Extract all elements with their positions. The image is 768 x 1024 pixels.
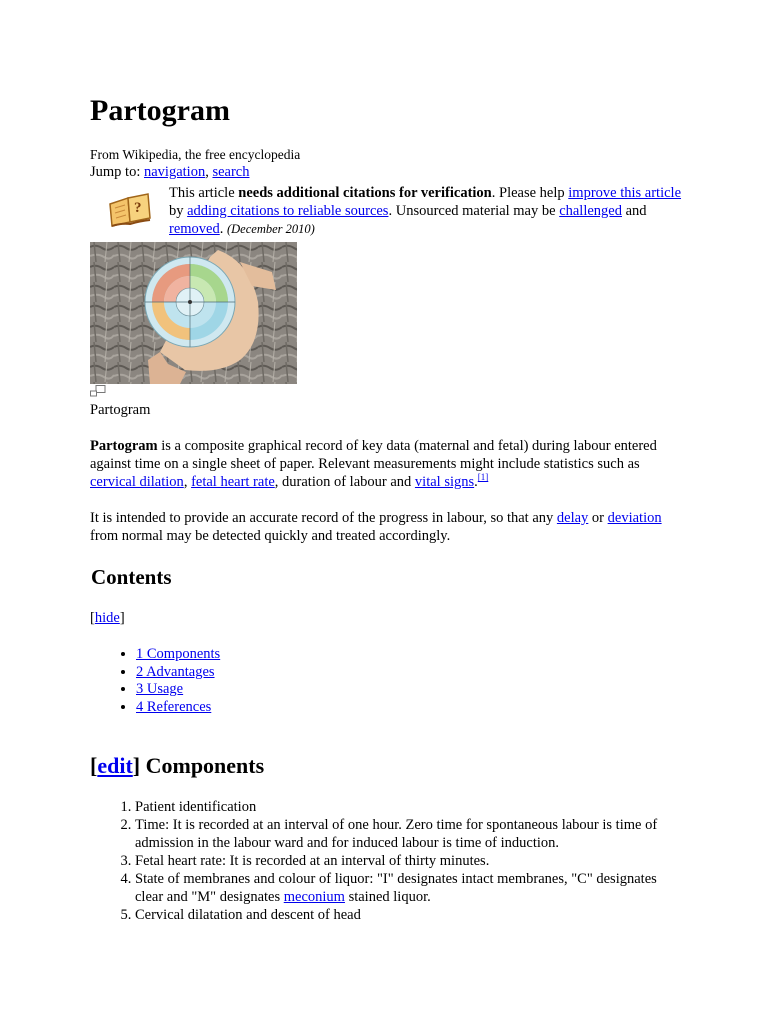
item4-text-1: State of membranes and colour of liquor: "I" designates intact membranes, "C" designates clear and "M" designates bbox=[135, 871, 657, 905]
notice-text-6: . bbox=[219, 221, 227, 237]
toc-title: Contents bbox=[91, 565, 172, 589]
page-title: Partogram bbox=[90, 94, 230, 127]
challenged-link[interactable]: challenged bbox=[559, 203, 622, 219]
deviation-link[interactable]: deviation bbox=[607, 510, 662, 526]
jump-separator: , bbox=[205, 164, 209, 180]
cervical-dilation-link[interactable]: cervical dilation bbox=[90, 474, 184, 490]
edit-bracket-open: [ bbox=[90, 753, 98, 778]
notice-text-1: This article bbox=[169, 185, 239, 201]
components-list bbox=[90, 798, 684, 924]
jump-label: Jump to: bbox=[90, 164, 141, 180]
jump-to bbox=[90, 163, 249, 181]
list-item: 2. Time: It is recorded at an interval of one hour. Zero time for spontaneous labour is time of admission in the labour ward and for induced labour is time of induction. bbox=[135, 816, 684, 852]
notice-text-4: . Unsourced material may be bbox=[388, 203, 560, 219]
image-caption: Partogram bbox=[90, 402, 151, 418]
toc-item bbox=[136, 698, 220, 716]
meconium-link[interactable]: meconium bbox=[283, 889, 345, 905]
toc-list bbox=[90, 645, 220, 716]
toc-bracket-close: ] bbox=[119, 610, 125, 626]
notice-text-5: and bbox=[622, 203, 647, 219]
magnify-icon[interactable] bbox=[90, 384, 106, 396]
toc-bracket-open: [ bbox=[90, 610, 95, 626]
partogram-image[interactable] bbox=[90, 242, 297, 384]
intro-bold: Partogram bbox=[90, 438, 158, 454]
list-item: 3. Fetal heart rate: It is recorded at an interval of thirty minutes. bbox=[135, 852, 684, 870]
site-subtitle: From Wikipedia, the free encyclopedia bbox=[90, 147, 301, 162]
list-item: 5. Cervical dilatation and descent of head bbox=[135, 906, 684, 924]
para2-text-3: from normal may be detected quickly and treated accordingly. bbox=[90, 528, 451, 544]
components-heading-text: Components bbox=[140, 753, 265, 778]
intro-text-4: . bbox=[474, 474, 478, 490]
para2-text-2: or bbox=[588, 510, 608, 526]
intro-text-3: , duration of labour and bbox=[274, 474, 415, 490]
delay-link[interactable]: delay bbox=[556, 510, 589, 526]
navigation-link[interactable]: navigation bbox=[143, 164, 206, 180]
intro-paragraph bbox=[90, 437, 684, 491]
notice-text-2: . Please help bbox=[491, 185, 569, 201]
toc-link-usage[interactable]: 3 Usage bbox=[136, 681, 184, 698]
toc-hide-link[interactable]: hide bbox=[94, 610, 120, 626]
adding-citations-link[interactable]: adding citations to reliable sources bbox=[187, 203, 389, 219]
reference-link[interactable]: [1] bbox=[477, 472, 489, 483]
list-item bbox=[135, 870, 684, 906]
toc-link-advantages[interactable]: 2 Advantages bbox=[136, 663, 215, 680]
vital-signs-link[interactable]: vital signs bbox=[414, 474, 475, 490]
fetal-heart-rate-link[interactable]: fetal heart rate bbox=[191, 474, 275, 490]
intro-text-1: is a composite graphical record of key data (maternal and fetal) during labour entered against time on a single sheet of paper. Relevant measurements might include statistics such as bbox=[90, 438, 657, 472]
book-question-icon bbox=[106, 190, 154, 230]
search-link[interactable]: search bbox=[212, 164, 250, 180]
notice-date: (December 2010) bbox=[226, 222, 315, 236]
notice-text bbox=[169, 184, 684, 238]
svg-text:?: ? bbox=[134, 200, 142, 216]
edit-bracket-close: ] bbox=[132, 753, 141, 778]
item4-text-2: stained liquor. bbox=[344, 889, 431, 905]
notice-bold: needs additional citations for verification bbox=[238, 185, 492, 201]
toc-item bbox=[136, 663, 220, 681]
components-heading bbox=[90, 752, 264, 780]
second-paragraph bbox=[90, 509, 684, 545]
intro-text-2: , bbox=[183, 474, 192, 490]
para2-text-1: It is intended to provide an accurate record of the progress in labour, so that any bbox=[90, 510, 557, 526]
notice-text-3: by bbox=[169, 203, 188, 219]
removed-link[interactable]: removed bbox=[169, 221, 220, 237]
edit-link[interactable]: edit bbox=[97, 753, 133, 778]
toc-item bbox=[136, 645, 220, 663]
list-item: 1. Patient identification bbox=[135, 798, 684, 816]
toc-item bbox=[136, 680, 220, 698]
toc-link-references[interactable]: 4 References bbox=[136, 699, 212, 716]
toc-toggle bbox=[90, 609, 125, 627]
improve-article-link[interactable]: improve this article bbox=[568, 185, 682, 201]
toc-link-components[interactable]: 1 Components bbox=[136, 646, 221, 662]
